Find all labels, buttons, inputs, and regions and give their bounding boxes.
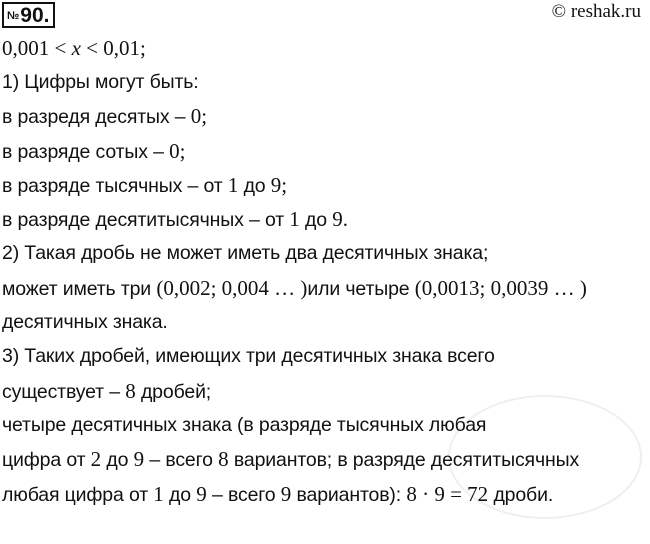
text-line xyxy=(2,477,644,511)
lower-bound: 0,001 xyxy=(2,36,50,60)
text-line xyxy=(2,271,644,305)
text-line: 1) Цифры могут быть: xyxy=(2,71,199,93)
text-span: в разряде десятитысячных – от xyxy=(2,209,290,232)
number-span: 1 xyxy=(289,207,300,232)
text-line: 2) Такая дробь не может иметь два десятичных знака; xyxy=(2,242,489,265)
solution-text xyxy=(2,32,644,511)
text-span: – всего xyxy=(206,483,281,506)
text-span: может иметь три xyxy=(2,277,157,300)
equation-span: 8 · 9 = 72 xyxy=(406,481,489,506)
number-span: 1 xyxy=(227,172,239,197)
text-span: до xyxy=(163,483,197,506)
text-line: десятичных знака. xyxy=(2,311,168,334)
text-line: 3) Таких дробей, имеющих три десятичных знака всего xyxy=(2,345,495,368)
text-span: в разряде сотых – xyxy=(2,140,170,163)
text-line xyxy=(2,442,644,476)
text-span: в разряде тысячных – от xyxy=(2,174,228,197)
problem-number-badge xyxy=(2,2,55,28)
text-span: вариантов; в разряде десятитысячных xyxy=(228,449,580,472)
text-line xyxy=(2,202,644,236)
number-span: 1 xyxy=(153,481,164,506)
number-span: 9; xyxy=(270,172,288,197)
text-line xyxy=(2,134,644,168)
number-span: 2 xyxy=(90,447,102,472)
text-span: до xyxy=(299,209,333,232)
text-span: до xyxy=(101,449,134,472)
number-span: 9 xyxy=(196,481,207,506)
number-span: (0,002; 0,004 … ) xyxy=(156,275,308,300)
number-sign: № xyxy=(7,9,20,22)
number-span: 8 xyxy=(125,378,136,403)
number-span: 9 xyxy=(280,481,292,506)
text-span: – всего xyxy=(144,449,219,472)
text-span: вариантов): xyxy=(291,483,407,506)
number-span: 9 xyxy=(133,447,145,472)
less-than-sign: < xyxy=(86,36,99,60)
number-span: 8 xyxy=(218,447,229,472)
inequality-line xyxy=(2,32,644,65)
text-span: или четыре xyxy=(307,277,415,300)
text-span: до xyxy=(238,174,271,197)
variable-x: x xyxy=(71,36,81,60)
number-span: (0,0013; 0,0039 … ) xyxy=(414,275,587,300)
text-span: существует – xyxy=(2,380,126,403)
text-span: любая цифра от xyxy=(2,483,154,506)
text-line xyxy=(2,168,644,202)
upper-bound: 0,01; xyxy=(103,36,146,60)
text-span: дроби. xyxy=(488,483,554,506)
site-credit: © reshak.ru xyxy=(551,1,641,22)
problem-number: 90. xyxy=(20,3,50,27)
number-span: 0; xyxy=(169,138,186,163)
text-line: четыре десятичных знака (в разряде тысячных любая xyxy=(2,413,487,436)
text-span: в разредя десятых – xyxy=(2,106,191,129)
less-than-sign: < xyxy=(54,36,67,60)
text-span: цифра от xyxy=(2,449,91,472)
number-span: 0; xyxy=(190,104,208,129)
text-line xyxy=(2,374,644,408)
text-span: дробей; xyxy=(135,380,212,403)
text-line xyxy=(2,99,644,133)
number-span: 9. xyxy=(332,207,348,232)
